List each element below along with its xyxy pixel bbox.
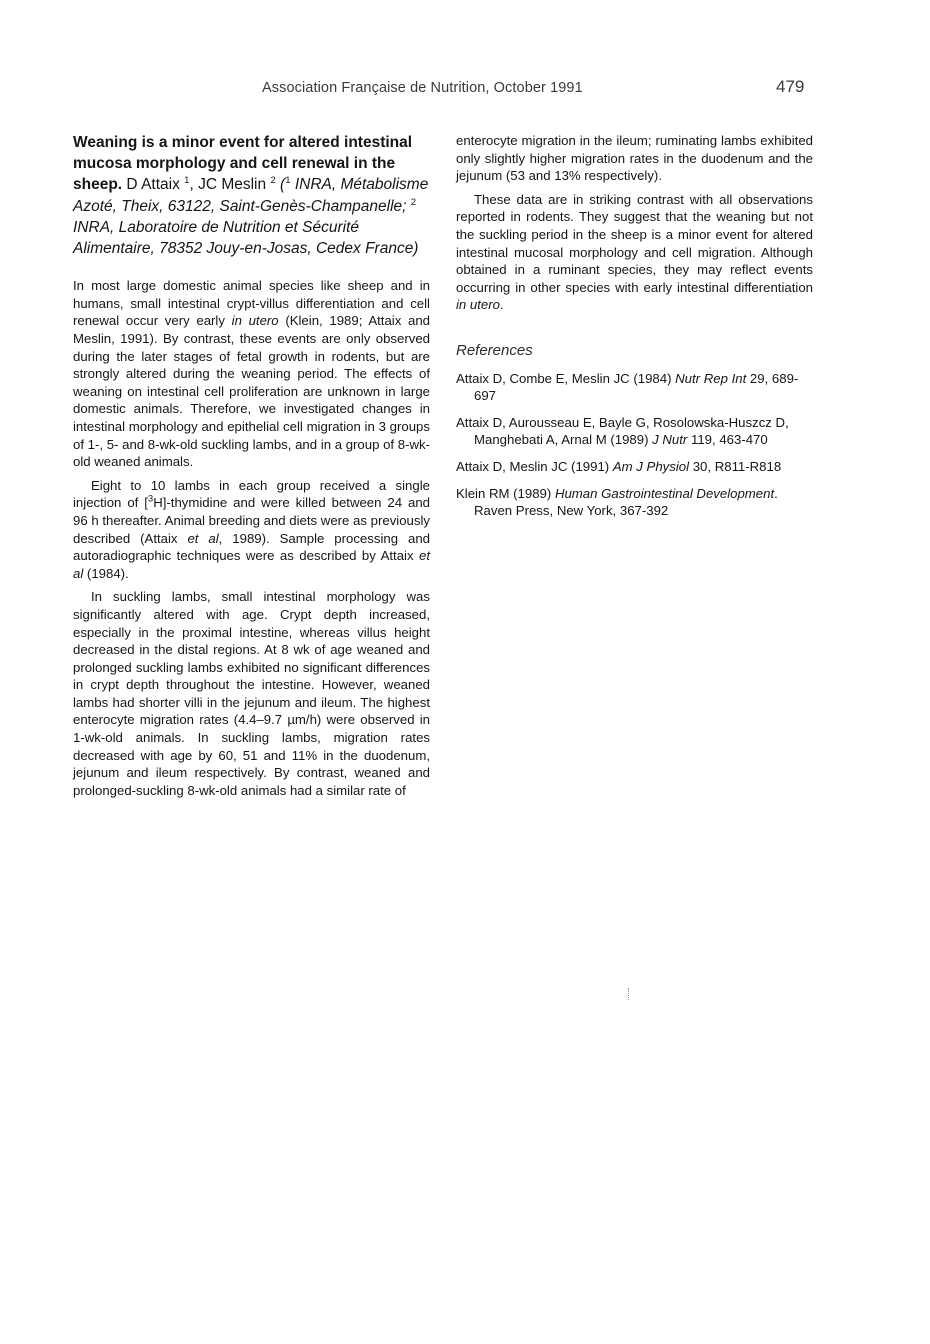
paragraph-methods-text-b: H]-thymidine and were killed between 24 and 96 h thereafter. Animal breeding and diets were as previously described (Attaix [73, 495, 431, 546]
paragraph-methods-text-a: Eight to 10 lambs in each group received a single injection of [ [73, 477, 430, 511]
affiliation-1-mark: 1 [285, 175, 291, 187]
author-1-affiliation-mark: 1 [184, 175, 190, 187]
paragraph-methods [73, 477, 430, 583]
paragraph-intro-text-b: (Klein, 1989; Attaix and Meslin, 1991). By contrast, these events are only observed during the later stages of fetal growth in rodents, but are strongly altered during the weaning period. The effects of weaning on intestinal cell proliferation are unknown in large domestic animals. Therefore, we investigated changes in intestinal morphology and epithelial cell migration in 3 groups of 1-, 5- and 8-wk-old suckling lambs, and in a group of 8-wk-old weaned animals. [73, 313, 430, 470]
paragraph-conclusion [456, 191, 813, 314]
et-al-1: et al [187, 530, 219, 546]
paragraph-conclusion-text-a: These data are in striking contrast with all observations reported in rodents. They suggest that the weaning but not the suckling period in the sheep is a minor event for altered intestinal mucosal morphology and cell migration. Although obtained in a ruminant species, they may reflect events occurring in other species with early intestinal differentiation [456, 191, 813, 295]
affiliations-open-paren: ( [280, 176, 286, 194]
reference-authors: Klein RM (1989) [456, 485, 555, 501]
reference-authors: Attaix D, Aurousseau E, Bayle G, Rosolowska-Huszcz D, Manghebati A, Arnal M (1989) [456, 414, 789, 448]
paragraph-intro-text-a: In most large domestic animal species like sheep and in humans, small intestinal crypt-villus differentiation and cell renewal occur very early [73, 278, 430, 329]
page-number: 479 [776, 77, 805, 96]
affiliation-1: INRA, Métabolisme Azoté, Theix, 63122, Saint-Genès-Champanelle; [73, 176, 429, 215]
reference-journal: Nutr Rep Int [675, 370, 747, 386]
reference-item [456, 485, 813, 520]
reference-journal: J Nutr [652, 432, 688, 448]
right-column [456, 132, 813, 529]
paragraph-intro [73, 277, 430, 471]
et-al-2: et al [73, 548, 430, 581]
paragraph-results [73, 588, 430, 799]
abstract-title-block [73, 132, 430, 259]
paragraph-results-text: In suckling lambs, small intestinal morphology was significantly altered with age. Crypt depth increased, especially in the proximal intestine, whereas villus height decreased in the distal regions. At 8 wk of age weaned and prolonged suckling lambs exhibited no significant differences in crypt depth throughout the intestine. However, weaned lambs had shorter villi in the jejunum and ileum. The highest enterocyte migration rates (4.4–9.7 µm/h) were observed in 1-wk-old animals. In suckling lambs, migration rates decreased with age by 60, 51 and 11% in the duodenum, jejunum and ileum respectively. By contrast, weaned and prolonged-suckling 8-wk-old animals had a similar rate of [73, 589, 430, 798]
reference-authors: Attaix D, Meslin JC (1991) [456, 458, 613, 474]
paragraph-methods-text-c: , 1989). Sample processing and autoradiographic techniques were as described by Attaix [73, 530, 430, 564]
paragraph-conclusion-text-b: . [500, 297, 504, 313]
affiliation-2: INRA, Laboratoire de Nutrition et Sécurité Alimentaire, 78352 Jouy-en-Josas, Cedex France) [73, 218, 419, 258]
reference-details: 30, R811-R818 [689, 458, 782, 474]
reference-item [456, 458, 813, 476]
author-separator: , [189, 176, 199, 194]
abstract-title: Weaning is a minor event for altered intestinal mucosa morphology and cell renewal in the sheep. [73, 134, 413, 194]
paragraph-intro-in-utero: in utero [231, 313, 279, 329]
left-column [73, 132, 430, 799]
reference-journal: Am J Physiol [612, 458, 690, 474]
reference-details: 29, 689-697 [474, 370, 799, 404]
reference-item [456, 370, 813, 405]
reference-authors: Attaix D, Combe E, Meslin JC (1984) [456, 370, 676, 386]
scan-artifact [628, 988, 631, 1000]
affiliation-2-mark: 2 [410, 196, 417, 208]
reference-details: . Raven Press, New York, 367-392 [474, 485, 778, 519]
reference-details: 119, 463-470 [687, 432, 768, 448]
paragraph-results-continued: enterocyte migration in the ileum; ruminating lambs exhibited only slightly higher migration rates in the duodenum and the jejunum (53 and 13% respectively). [456, 133, 813, 184]
author-2: JC Meslin [198, 176, 267, 194]
reference-item [456, 414, 813, 449]
author-1: D Attaix [126, 176, 180, 194]
paragraph-methods-text-d: (1984). [83, 565, 129, 581]
running-head: Association Française de Nutrition, October 1991 [262, 80, 583, 96]
reference-journal: Human Gastrointestinal Development [554, 485, 775, 501]
paragraph-conclusion-in-utero: in utero [456, 297, 500, 313]
references-heading: References [456, 341, 533, 359]
isotope-superscript: 3 [147, 493, 154, 505]
author-2-affiliation-mark: 2 [270, 175, 276, 187]
